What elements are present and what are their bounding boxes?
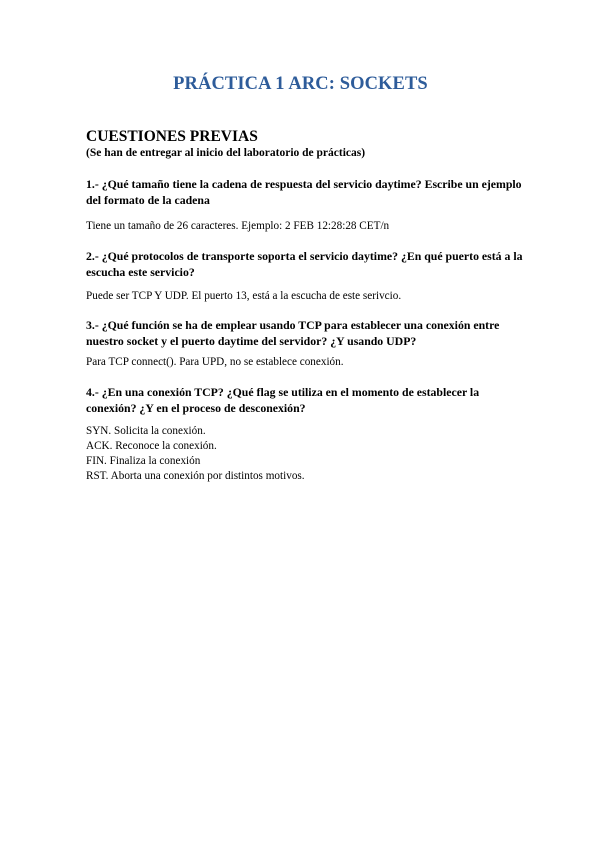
- answer-1: Tiene un tamaño de 26 caracteres. Ejemplo: 2 FEB 12:28:28 CET/n: [86, 220, 390, 232]
- answer-2: Puede ser TCP Y UDP. El puerto 13, está a la escucha de este serivcio.: [86, 290, 402, 302]
- question-4: 4.- ¿En una conexión TCP? ¿Qué flag se utiliza en el momento de establecer la conexión? ¿Y en el proceso de desconexión?: [86, 385, 480, 415]
- answer-4-line: FIN. Finaliza la conexión: [86, 455, 201, 467]
- section-heading: CUESTIONES PREVIAS: [86, 128, 258, 145]
- question-1: 1.- ¿Qué tamaño tiene la cadena de respuesta del servicio daytime? Escribe un ejemplo del formato de la cadena: [86, 177, 522, 207]
- answer-4-line: RST. Aborta una conexión por distintos motivos.: [86, 470, 305, 482]
- question-2: 2.- ¿Qué protocolos de transporte soporta el servicio daytime? ¿En qué puerto está a la escucha este servicio?: [86, 249, 523, 279]
- page-title: PRÁCTICA 1 ARC: SOCKETS: [173, 74, 428, 94]
- section-note: (Se han de entregar al inicio del laboratorio de prácticas): [86, 147, 366, 159]
- answer-3: Para TCP connect(). Para UPD, no se establece conexión.: [86, 356, 344, 368]
- answer-4-line: ACK. Reconoce la conexión.: [86, 440, 217, 452]
- answer-4-line: SYN. Solicita la conexión.: [86, 425, 206, 437]
- question-3: 3.- ¿Qué función se ha de emplear usando TCP para establecer una conexión entre nuestro socket y el puerto daytime del servidor? ¿Y usando UDP?: [86, 318, 500, 348]
